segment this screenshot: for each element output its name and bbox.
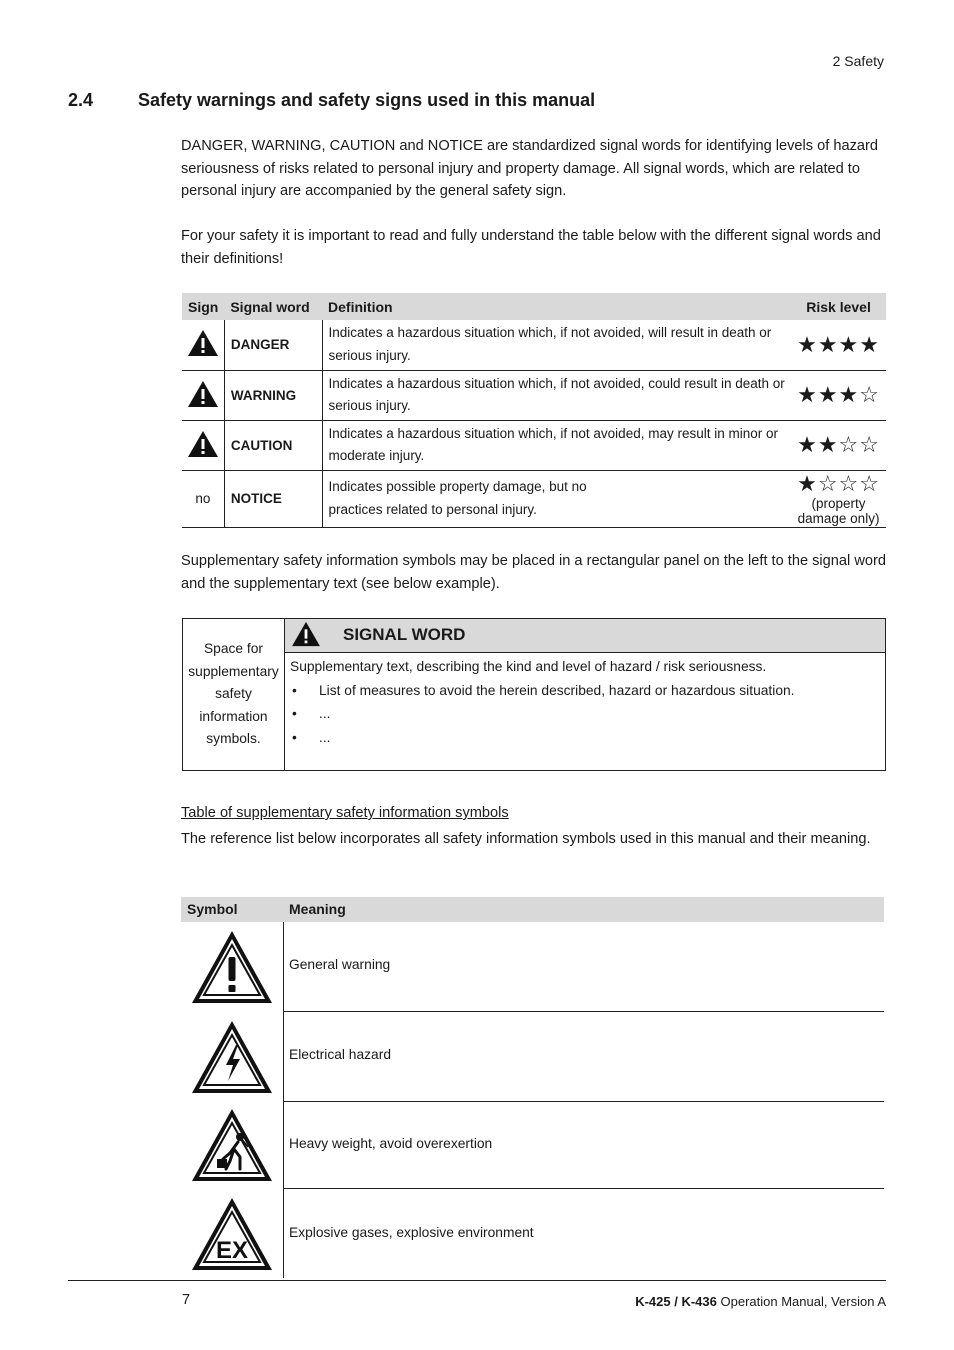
signal-word-warning: WARNING [224, 370, 322, 420]
risk-cell [791, 470, 886, 527]
section-title: Safety warnings and safety signs used in this manual [138, 90, 596, 110]
header-symbol: Symbol [187, 901, 238, 917]
panel-bullet-list [290, 679, 877, 750]
signal-word-danger: DANGER [224, 320, 322, 370]
supplementary-paragraph: Supplementary safety information symbols may be placed in a rectangular panel on the left to the signal word and the supplementary text (see below example). [181, 553, 886, 592]
header-sign: Sign [182, 293, 224, 320]
symbol-row [181, 1102, 884, 1188]
risk-stars: ★★★☆ [797, 382, 880, 407]
warning-triangle-icon [187, 430, 219, 458]
symbols-table-link[interactable]: Table of supplementary safety information symbols [181, 805, 509, 821]
sign-cell [182, 370, 224, 420]
electrical-hazard-icon [190, 1019, 274, 1095]
table-row [182, 470, 886, 527]
sign-cell [182, 420, 224, 470]
risk-stars: ★★★★ [797, 331, 880, 357]
symbol-row [181, 922, 884, 1011]
explosive-gases-icon [190, 1196, 274, 1272]
page-number: 7 [182, 1292, 191, 1308]
symbol-meaning: Heavy weight, avoid overexertion [289, 1136, 493, 1151]
panel-symbol-space [183, 619, 285, 770]
list-item: • List of measures to avoid the herein described, hazard or hazardous situation. [290, 679, 877, 703]
symbol-meaning: General warning [289, 957, 391, 972]
panel-text: Supplementary text, describing the kind and level of hazard / risk seriousness. [290, 659, 767, 674]
definition-danger: Indicates a hazardous situation which, if not avoided, will result in death or serious injury. [322, 320, 791, 370]
table-row [182, 320, 886, 370]
table-row [182, 370, 886, 420]
risk-cell [791, 370, 886, 420]
list-item: • ... [290, 726, 877, 750]
symbol-cell [181, 1012, 284, 1101]
symbols-table-header [181, 897, 884, 922]
example-safety-panel [182, 618, 886, 771]
warning-triangle-icon [187, 329, 219, 357]
sign-cell [182, 320, 224, 370]
intro-paragraph: DANGER, WARNING, CAUTION and NOTICE are standardized signal words for identifying levels of hazard seriousness of risks related to personal injury and property damage. All signal words, which are related to personal injury are accompanied by the general safety sign. [181, 138, 878, 199]
footer-document [635, 1294, 886, 1309]
risk-note: (property damage only) [797, 495, 880, 526]
footer-rule [68, 1280, 886, 1281]
warning-triangle-icon [187, 380, 219, 408]
panel-signal-word: SIGNAL WORD [343, 625, 466, 644]
panel-body [290, 655, 877, 749]
panel-symbol-space-text: Space for supplementary safety information symbols. [188, 641, 279, 747]
risk-stars: ★★☆☆ [797, 432, 880, 457]
symbol-meaning: Electrical hazard [289, 1047, 391, 1062]
risk-cell [791, 420, 886, 470]
header-meaning: Meaning [289, 901, 346, 917]
panel-header [285, 619, 885, 653]
header-risk-level: Risk level [791, 293, 886, 320]
symbol-row [181, 1189, 884, 1278]
sign-cell-no: no [182, 470, 224, 527]
explosive-ex-label: EX [215, 1236, 249, 1264]
signal-word-caution: CAUTION [224, 420, 322, 470]
symbol-cell [181, 922, 284, 1011]
warning-triangle-icon [291, 621, 321, 647]
symbol-cell [181, 1189, 284, 1278]
signal-word-notice: NOTICE [224, 470, 322, 527]
general-warning-icon [190, 929, 274, 1005]
list-item: • ... [290, 702, 877, 726]
symbols-description: The reference list below incorporates all safety information symbols used in this manual and their meaning. [181, 831, 871, 847]
heavy-weight-icon [190, 1107, 274, 1183]
chapter-header: 2 Safety [832, 53, 884, 69]
footer-doc-title: Operation Manual, Version A [720, 1294, 886, 1309]
symbol-meaning: Explosive gases, explosive environment [289, 1225, 534, 1240]
risk-cell [791, 320, 886, 370]
section-number: 2.4 [68, 90, 94, 110]
table-row [182, 420, 886, 470]
safety-paragraph: For your safety it is important to read and fully understand the table below with the different signal words and their definitions! [181, 228, 881, 267]
footer-model: K-425 / K-436 [635, 1294, 717, 1309]
header-signal-word: Signal word [224, 293, 322, 320]
header-definition: Definition [322, 293, 791, 320]
symbol-cell [181, 1102, 284, 1188]
signal-word-table [182, 293, 886, 528]
risk-stars: ★☆☆☆ [797, 470, 880, 496]
table-header-row [182, 293, 886, 320]
definition-warning: Indicates a hazardous situation which, if not avoided, could result in death or serious injury. [322, 370, 791, 420]
definition-notice: Indicates possible property damage, but no practices related to personal injury. [322, 470, 791, 527]
definition-caution: Indicates a hazardous situation which, if not avoided, may result in minor or moderate injury. [322, 420, 791, 470]
symbol-row [181, 1012, 884, 1101]
